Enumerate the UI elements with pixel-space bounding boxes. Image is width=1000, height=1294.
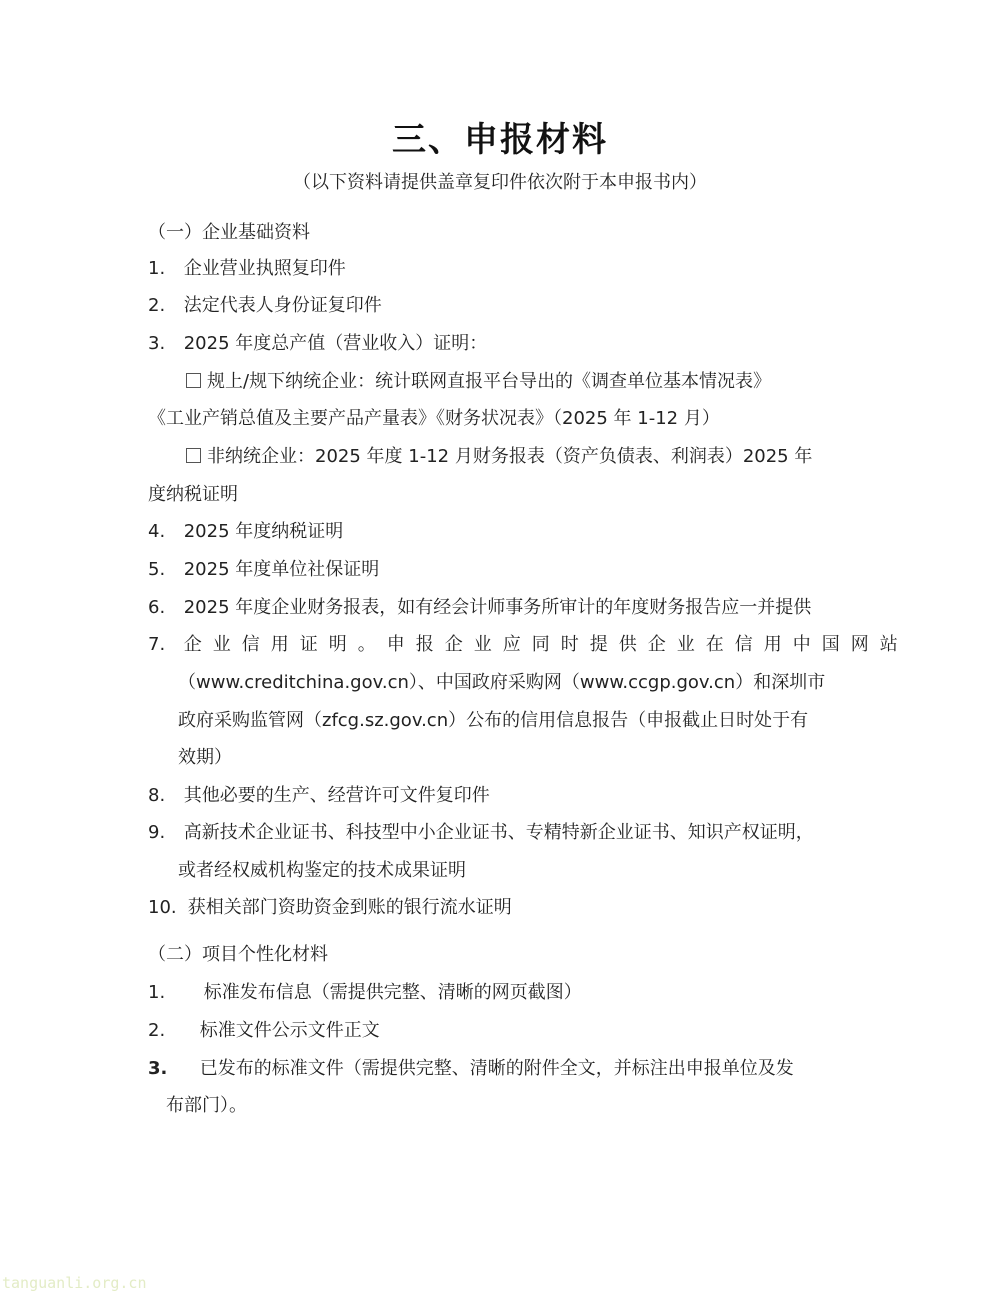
item-number: 3. — [148, 1058, 168, 1079]
item-number: 9. — [148, 822, 166, 843]
item-text: 高新技术企业证书、科技型中小企业证书、专精特新企业证书、知识产权证明， — [183, 822, 814, 843]
item-text: 2025 年度纳税证明 — [183, 521, 344, 542]
list-item — [148, 593, 811, 619]
option-line — [186, 442, 812, 468]
list-item — [148, 978, 582, 1004]
item-text: 已发布的标准文件（需提供完整、清晰的附件全文，并标注出申报单位及发 — [199, 1058, 794, 1079]
item-text: 标准文件公示文件正文 — [199, 1020, 380, 1041]
checkbox-icon[interactable] — [186, 373, 201, 388]
list-item — [148, 893, 512, 919]
item-number: 10. — [148, 897, 177, 918]
page-subtitle: （以下资料请提供盖章复印件依次附于本申报书内） — [293, 172, 707, 193]
list-item-continued: 布部门）。 — [166, 1095, 247, 1116]
item-number: 5. — [148, 559, 166, 580]
item-number: 4. — [148, 521, 166, 542]
item-text: 法定代表人身份证复印件 — [183, 295, 382, 316]
section-heading-basic: （一）企业基础资料 — [148, 222, 310, 243]
watermark: tanguanli.org.cn — [2, 1274, 147, 1292]
item-number: 1. — [148, 258, 166, 279]
item-number: 7. — [148, 634, 166, 655]
option-line — [186, 367, 771, 393]
option-line-continued: 《工业产销总值及主要产品产量表》《财务状况表》（2025 年 1-12 月） — [148, 408, 720, 429]
item-text: 企业营业执照复印件 — [183, 258, 346, 279]
checkbox-icon[interactable] — [186, 448, 201, 463]
list-item — [148, 254, 346, 280]
option-text: 规上/规下纳统企业：统计联网直报平台导出的《调查单位基本情况表》 — [207, 371, 772, 392]
option-text: 非纳统企业：2025 年度 1-12 月财务报表（资产负债表、利润表）2025 年 — [207, 446, 813, 467]
option-line-continued: 度纳税证明 — [148, 484, 238, 505]
page-title: 三、申报材料 — [392, 120, 608, 160]
item-number: 1. — [148, 982, 166, 1003]
item-number: 6. — [148, 597, 166, 618]
item-text: 2025 年度企业财务报表，如有经会计师事务所审计的年度财务报告应一并提供 — [183, 597, 812, 618]
item-number: 2. — [148, 295, 166, 316]
list-item — [148, 329, 487, 355]
list-item-continued: 效期） — [178, 747, 232, 768]
item-number: 2. — [148, 1020, 166, 1041]
item-text: 2025 年度单位社保证明 — [183, 559, 380, 580]
item-number: 3. — [148, 333, 166, 354]
list-item — [148, 818, 814, 844]
list-item — [148, 1016, 380, 1042]
section-heading-project: （二）项目个性化材料 — [148, 944, 328, 965]
item-text: 其他必要的生产、经营许可文件复印件 — [183, 785, 490, 806]
item-text: 企业信用证明。申报企业应同时提供企业在信用中国网站 — [183, 634, 909, 655]
list-item — [148, 517, 343, 543]
list-item — [148, 291, 382, 317]
list-item-continued: （www.creditchina.gov.cn）、中国政府采购网（www.ccgp.gov.cn）和深圳市 — [178, 672, 826, 693]
item-number: 8. — [148, 785, 166, 806]
list-item — [148, 555, 379, 581]
item-text: 获相关部门资助资金到账的银行流水证明 — [187, 897, 512, 918]
list-item — [148, 781, 490, 807]
list-item — [148, 630, 909, 656]
list-item-continued: 政府采购监管网（zfcg.sz.gov.cn）公布的信用信息报告（申报截止日时处于有 — [178, 710, 809, 731]
item-text: 标准发布信息（需提供完整、清晰的网页截图） — [203, 982, 582, 1003]
list-item-continued: 或者经权威机构鉴定的技术成果证明 — [178, 860, 466, 881]
item-text: 2025 年度总产值（营业收入）证明： — [183, 333, 488, 354]
list-item — [148, 1054, 794, 1080]
